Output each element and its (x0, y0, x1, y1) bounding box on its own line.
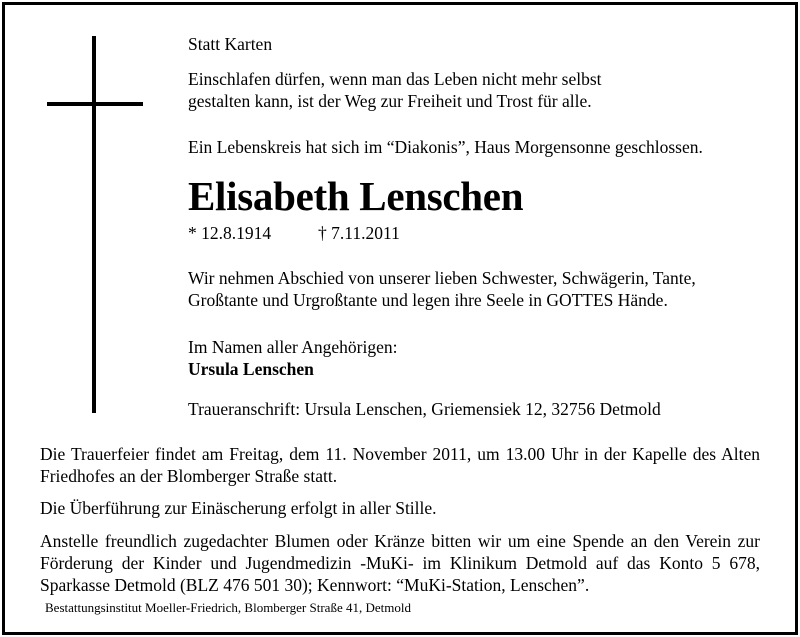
deceased-name: Elisabeth Lenschen (188, 173, 524, 219)
farewell-line-2: Großtante und Urgroßtante und legen ihre Seele in GOTTES Hände. (188, 290, 668, 310)
signature-intro: Im Namen aller Angehörigen: (188, 337, 398, 357)
cross-icon (92, 36, 96, 413)
donation-info: Anstelle freundlich zugedachter Blumen oder Kränze bitten wir um eine Spende an den Verein zur Förderung der Kinder und Jugendmedizin -MuKi- im Klinikum Detmold auf das Konto 5 678, Sparkasse Detmold (BLZ 476 501 30); Kennwort: “MuKi-Station, Lenschen”. (40, 531, 760, 595)
header-note: Statt Karten (188, 34, 273, 54)
transfer-info: Die Überführung zur Einäscherung erfolgt in aller Stille. (40, 498, 437, 518)
mourning-address: Traueranschrift: Ursula Lenschen, Griemensiek 12, 32756 Detmold (188, 399, 661, 419)
poem-line-1: Einschlafen dürfen, wenn man das Leben nicht mehr selbst (188, 69, 602, 89)
birth-date: * 12.8.1914 (188, 223, 272, 243)
poem-line-2: gestalten kann, ist der Weg zur Freiheit und Trost für alle. (188, 91, 592, 111)
intro-text: Ein Lebenskreis hat sich im “Diakonis”, Haus Morgensonne geschlossen. (188, 137, 703, 157)
funeral-info: Die Trauerfeier findet am Freitag, dem 11. November 2011, um 13.00 Uhr in der Kapelle des Alten Friedhofes an der Blomberger Straße statt. (40, 444, 760, 486)
death-date: † 7.11.2011 (318, 223, 400, 243)
farewell-line-1: Wir nehmen Abschied von unserer lieben Schwester, Schwägerin, Tante, (188, 268, 696, 288)
funeral-home-footer: Bestattungsinstitut Moeller-Friedrich, Blomberger Straße 41, Detmold (45, 600, 411, 615)
signatory-name: Ursula Lenschen (188, 359, 314, 379)
cross-icon-bar (47, 102, 143, 106)
